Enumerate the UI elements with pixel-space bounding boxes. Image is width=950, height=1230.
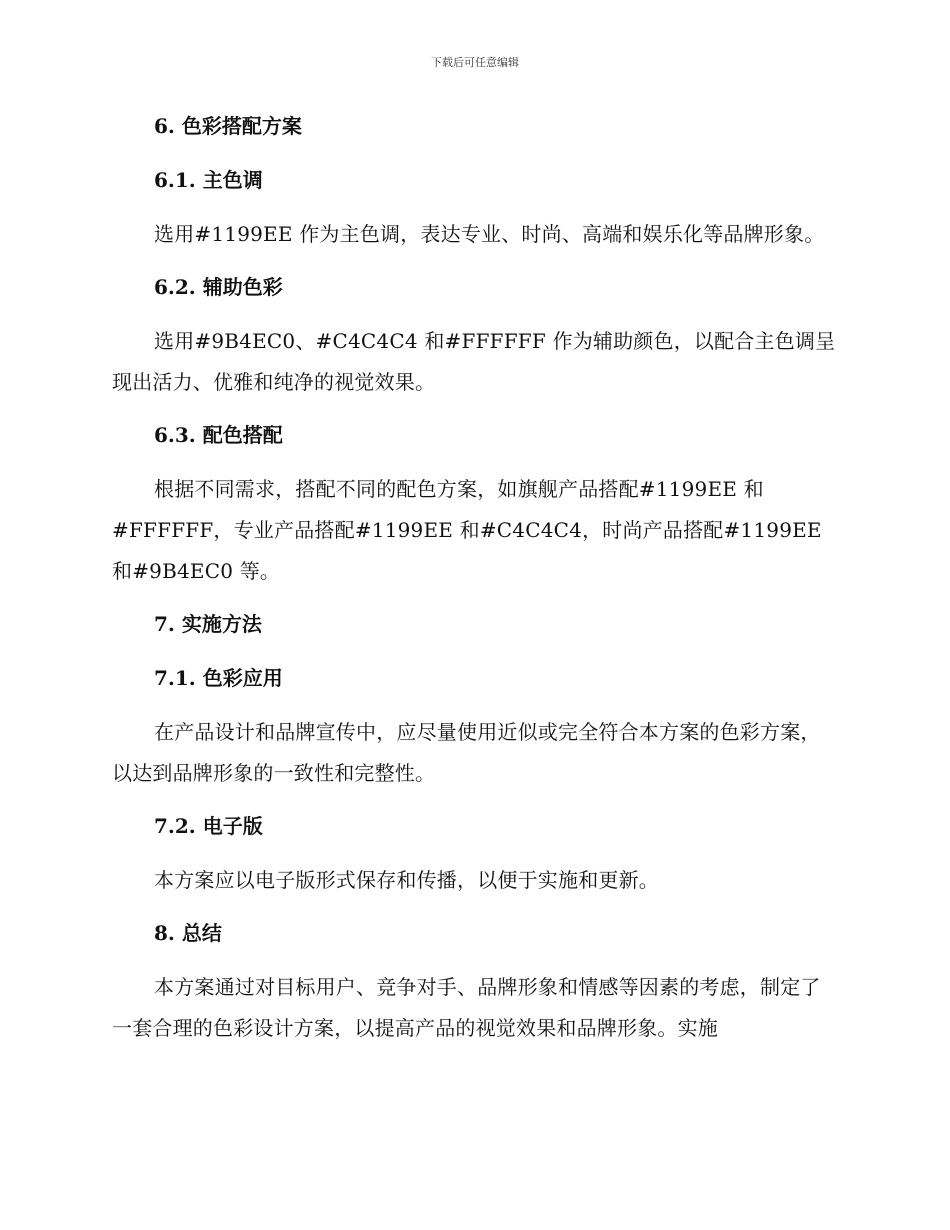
paragraph-6-1: 选用#1199EE 作为主色调，表达专业、时尚、高端和娱乐化等品牌形象。 [154, 222, 825, 246]
heading-6-3: 6.3. 配色搭配 [154, 423, 283, 447]
paragraph-8: 本方案通过对目标用户、竞争对手、品牌形象和情感等因素的考虑，制定了一套合理的色彩设计方案，以提高产品的视觉效果和品牌形象。实施 [112, 975, 821, 1040]
heading-6-1: 6.1. 主色调 [154, 168, 263, 192]
heading-8: 8. 总结 [154, 921, 222, 945]
paragraph-7-2: 本方案应以电子版形式保存和传播，以便于实施和更新。 [154, 868, 659, 892]
paragraph-7-1: 在产品设计和品牌宣传中，应尽量使用近似或完全符合本方案的色彩方案，以达到品牌形象的一致性和完整性。 [112, 720, 821, 785]
paragraph-6-2: 选用#9B4EC0、#C4C4C4 和#FFFFFF 作为辅助颜色，以配合主色调呈现出活力、优雅和纯净的视觉效果。 [112, 329, 836, 394]
heading-6: 6. 色彩搭配方案 [154, 114, 302, 138]
paragraph-6-3: 根据不同需求，搭配不同的配色方案，如旗舰产品搭配#1199EE 和#FFFFFF，专业产品搭配#1199EE 和#C4C4C4，时尚产品搭配#1199EE 和#9B4EC0 等。 [112, 477, 822, 583]
document-body [112, 106, 840, 1061]
page-header: 下载后可任意编辑 [431, 56, 519, 69]
heading-7-1: 7.1. 色彩应用 [154, 666, 283, 690]
heading-7-2: 7.2. 电子版 [154, 814, 263, 838]
heading-6-2: 6.2. 辅助色彩 [154, 275, 283, 299]
heading-7: 7. 实施方法 [154, 612, 262, 636]
